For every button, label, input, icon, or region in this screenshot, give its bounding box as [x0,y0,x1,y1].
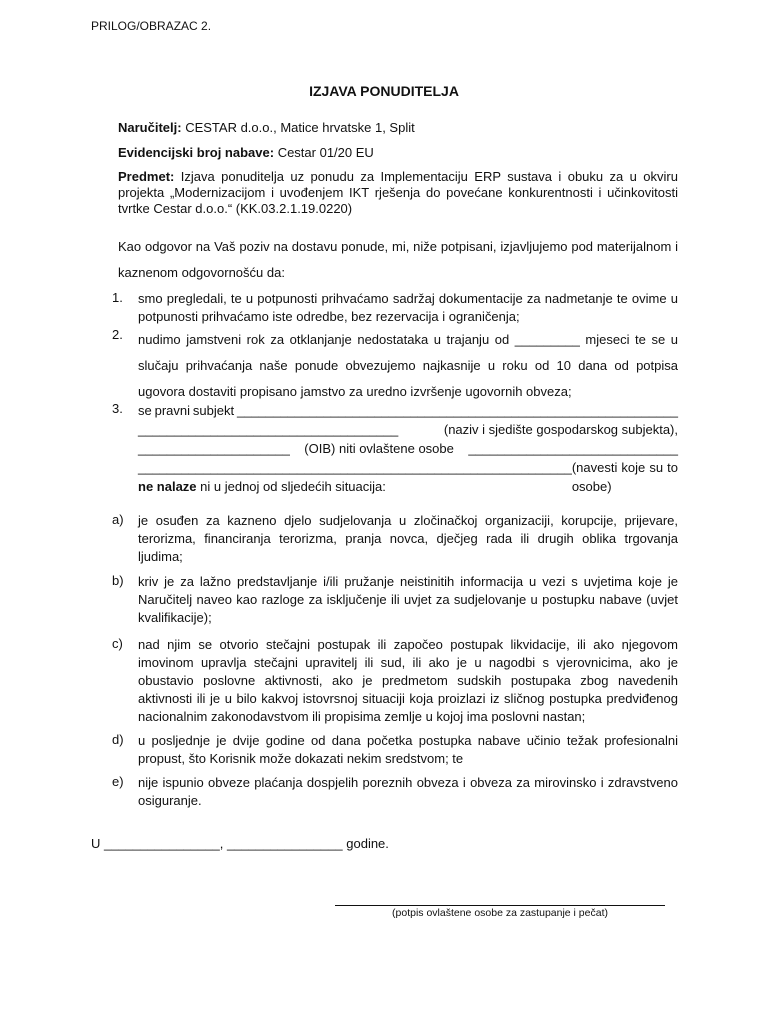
evidencijski-value: Cestar 01/20 EU [277,145,374,160]
item3-word: subjekt [192,403,235,418]
list-number: 2. [112,327,123,342]
item3-bold-text: ne nalaze [138,479,197,494]
list-letter: b) [112,573,124,588]
date-blank[interactable]: ________________ [226,836,343,851]
signature-line[interactable] [335,905,665,906]
list-item-text: nad njim se otvorio stečajni postupak ili započeo postupak likvidacije, ili ako njegovom imovinom upravlja stečajni upravitelj ili sud, ili ako je u nagodbi s vjerovnicima, ako je obustavio poslovne aktivnosti, ako je predmetom sudskih postupaka zbog navedenih aktivnosti ili je u bilo kakvoj istovrsnoj situaciji koja proizlazi iz sličnog postupka predviđenog nacionalnim zakonodavstvom ili propisima zemlje u kojoj ima poslovni nastan; [138,637,678,724]
evidencijski-line [118,145,678,161]
form-label: PRILOG/OBRAZAC 2. [91,19,212,33]
document-title: IZJAVA PONUDITELJA [309,83,459,99]
narucitelj-value: CESTAR d.o.o., Matice hrvatske 1, Split [185,120,415,135]
narucitelj-label: Naručitelj: [118,120,182,135]
authorized-person-blank[interactable]: _____________________________ [468,441,678,456]
intro-paragraph: Kao odgovor na Vaš poziv na dostavu ponude, mi, niže potpisani, izjavljujemo pod materijalnom i kaznenom odgovornošću da: [118,239,678,280]
list-letter: e) [112,774,124,789]
list-number: 1. [112,290,123,305]
narucitelj-line [118,120,678,136]
company-name-blank[interactable]: _____________________________________________________________ [236,403,678,418]
predmet-value: Izjava ponuditelja uz ponudu za Implementaciju ERP sustava i obuku za u okviru projekta „Modernizacijom i uvođenjem IKT rješenja do povećane konkurentnosti i učinkovitosti tvrtke Cestar d.o.o.“ (KK.03.2.1.19.0220) [118,169,678,216]
persons-blank[interactable]: ____________________________________________________________ [138,460,572,475]
item3-word: pravni [154,403,191,418]
item3-line-1 [138,401,678,420]
item3-text: (naziv i sjedište gospodarskog subjekta), [443,422,678,437]
item3-line-3 [138,439,678,458]
item3-text: ni u jednoj od sljedećih situacija: [200,479,386,494]
item3-text: (navesti koje su to osobe) [571,460,678,494]
list-item-text: u posljednje je dvije godine od dana početka postupka nabave učinio težak profesionalni propust, što Korisnik može dokazati nekim sredstvom; te [138,733,678,766]
item3-line-5 [138,477,678,496]
list-item-text: kriv je za lažno predstavljanje i/ili pružanje neistinitih informacija u vezi s uvjetima koje je Naručitelj naveo kao razloge za isključenje ili uvjet za sudjelovanje u postupku nabave (uvjet kvalifikacije); [138,574,678,625]
company-seat-blank[interactable]: ____________________________________ [138,422,399,437]
predmet-paragraph [118,169,678,217]
list-number: 3. [112,401,123,416]
item3-line-2 [138,420,678,439]
list-item-text: je osuđen za kazneno djelo sudjelovanja u zločinačkoj organizaciji, korupcije, prijevare, terorizma, financiranja terorizma, pranja novca, dječjeg rada ili drugih oblika trgovanja ljudima; [138,513,678,564]
signature-caption: (potpis ovlaštene osobe za zastupanje i pečat) [392,907,608,919]
place-prefix: U [91,836,101,851]
list-letter: c) [112,636,123,651]
list-item-text: nije ispunio obveze plaćanja dospjelih poreznih obveza i obveza za mirovinsko i zdravstveno osiguranje. [138,775,678,808]
list-letter: d) [112,732,124,747]
place-date-line [91,836,389,851]
date-suffix: godine. [346,836,389,851]
evidencijski-label: Evidencijski broj nabave: [118,145,275,160]
item3-text: (OIB) niti ovlaštene osobe [304,441,454,456]
list-item-text: smo pregledali, te u potpunosti prihvaćamo sadržaj dokumentacije za nadmetanje te ovime u potpunosti prihvaćamo iste odredbe, bez rezervacija i ograničenja; [138,291,678,324]
place-blank[interactable]: ________________, [104,836,224,851]
list-letter: a) [112,512,124,527]
oib-blank[interactable]: _____________________ [138,441,290,456]
list-item-text: nudimo jamstveni rok za otklanjanje nedostataka u trajanju od _________ mjeseci te se u slučaju prihvaćanja naše ponude obvezujemo najkasnije u roku od 10 dana od potpisa ugovora dostaviti propisano jamstvo za uredno izvršenje ugovornih obveza; [138,332,678,399]
predmet-label: Predmet: [118,169,175,184]
item3-word: se [138,403,152,418]
